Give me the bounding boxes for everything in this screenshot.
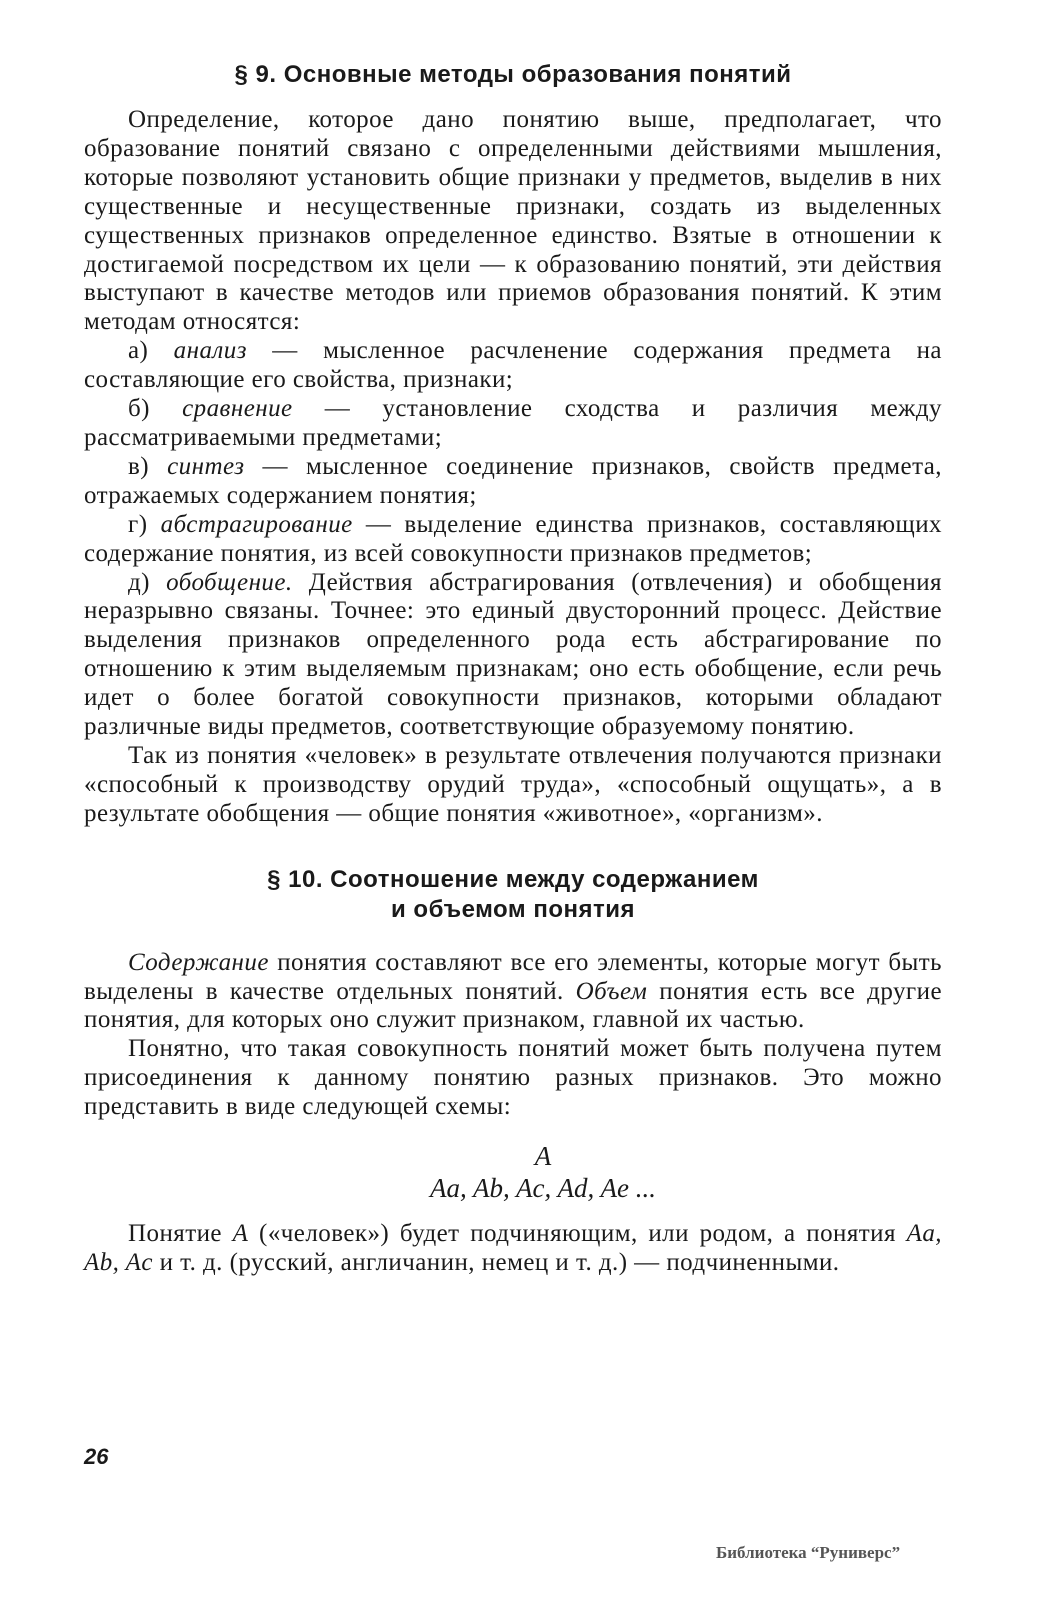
method-item-synthesis: [84, 453, 942, 511]
schema-genus: A: [534, 1141, 552, 1172]
schema-intro-paragraph: Понятно, что такая совокупность понятий может быть получена путем присоединения к данному понятию разных признаков. Это можно представить в виде следующей схемы:: [84, 1035, 942, 1121]
library-watermark: Библиотека “Руниверс”: [716, 1543, 901, 1562]
item-text: — мысленное соединение признаков, свойств предмета, отражаемых содержанием понятия;: [84, 452, 942, 509]
method-item-abstraction: [84, 511, 942, 569]
term-content: Содержание: [128, 948, 269, 976]
item-prefix: а): [128, 337, 174, 365]
item-prefix: в): [128, 452, 168, 480]
section-9-heading: § 9. Основные методы образования понятий: [234, 61, 792, 88]
method-item-comparison: [84, 395, 942, 453]
method-item-generalization: [84, 569, 942, 742]
schema-species: Aa, Ab, Ac, Ad, Ae ...: [430, 1173, 656, 1204]
paragraph-text: и т. д. (русский, англичанин, немец и т. д.) — подчиненными.: [152, 1249, 840, 1276]
genus-species-paragraph: [84, 1220, 942, 1278]
item-term: синтез: [167, 452, 245, 480]
paragraph-text: понятия есть все другие понятия, для которых оно служит признаком, главной их частью.: [84, 977, 942, 1034]
page-content: [84, 60, 942, 1278]
item-prefix: д): [128, 568, 167, 596]
term-genus: A: [232, 1220, 249, 1248]
section-9-intro-paragraph: Определение, которое дано понятию выше, предполагает, что образование понятий связано с определенными действиями мышления, которые позволяют установить общие признаки у предметов, выделив в них существенные и несущественные признаки, создать из выделенных существенных признаков определенное единство. Взятые в отношении к достигаемой посредством их цели — к образованию понятий, эти действия выступают в качестве методов или приемов образования понятий. К этим методам относятся:: [84, 106, 942, 336]
concept-schema: [144, 1140, 942, 1204]
item-term: сравнение: [182, 395, 293, 423]
paragraph-text: понятия составляют все его элементы, которые могут быть выделены в качестве отдельных понятий.: [84, 948, 942, 1005]
content-and-scope-paragraph: [84, 949, 942, 1036]
item-prefix: г): [128, 510, 161, 538]
paragraph-text: («человек») будет подчиняющим, или родом, а понятия: [248, 1220, 907, 1248]
item-text: — установление сходства и различия между рассматриваемыми предметами;: [84, 395, 942, 451]
section-10-heading-line-1: § 10. Соотношение между содержанием: [267, 865, 759, 893]
item-term: абстрагирование: [160, 510, 353, 538]
method-item-analysis: [84, 337, 942, 395]
section-10-heading: [84, 865, 942, 925]
item-text: — мысленное расчленение содержания предмета на составляющие его свойства, признаки;: [84, 337, 942, 394]
section-10-heading-line-2: и объемом понятия: [391, 895, 635, 923]
item-term: обобщение.: [166, 568, 293, 596]
page-number: 26: [84, 1444, 109, 1469]
item-prefix: б): [128, 395, 183, 423]
term-scope: Объем: [575, 977, 648, 1005]
section-9-example-paragraph: Так из понятия «человек» в результате отвлечения получаются признаки «способный к производству орудий труда», «способный ощущать», а в результате обобщения — общие понятия «животное», «организм».: [84, 741, 942, 827]
item-text: — выделение единства признаков, составляющих содержание понятия, из всей совокупности признаков предметов;: [84, 510, 942, 567]
term-species: Aa, Ab, Ac: [84, 1220, 942, 1276]
paragraph-text: Понятие: [128, 1220, 233, 1248]
item-term: анализ: [173, 337, 247, 365]
item-text: Действия абстрагирования (отвлечения) и обобщения неразрывно связаны. Точнее: это единый двусторонний процесс. Действие выделения признаков определенного рода есть абстрагирование по отношению к этим выделяемым признакам; оно есть обобщение, если речь идет о более богатой совокупности признаков, которыми обладают различные виды предметов, соответствующие образуемому понятию.: [84, 568, 942, 741]
